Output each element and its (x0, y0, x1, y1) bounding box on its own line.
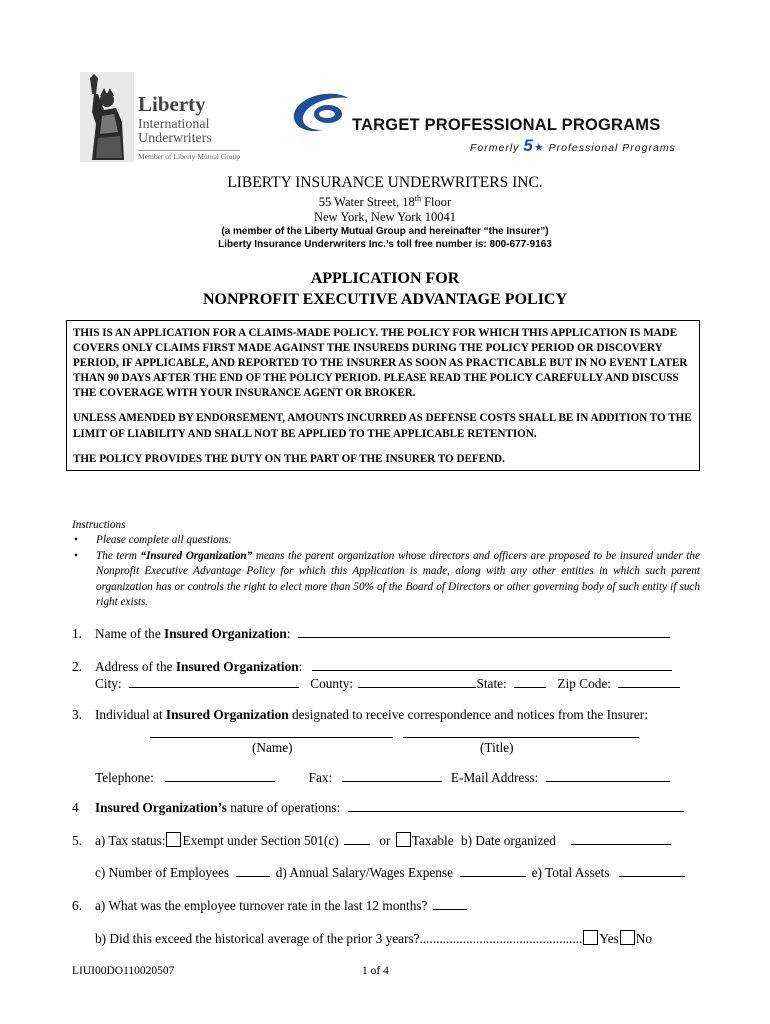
employees-label: c) Number of Employees (95, 865, 230, 880)
question-5-financials (95, 863, 685, 881)
member-note: (a member of the Liberty Mutual Group and hereinafter “the Insurer”) (221, 226, 549, 237)
contact-title-field[interactable] (403, 724, 639, 738)
title-caption: (Title) (480, 740, 514, 755)
page-title-line2: NONPROFIT EXECUTIVE ADVANTAGE POLICY (202, 291, 568, 308)
no-label: No (635, 931, 653, 946)
page-title-line1: APPLICATION FOR (310, 270, 460, 287)
instruction-bullet-2 (72, 549, 700, 611)
street-post: Floor (420, 195, 452, 210)
company-street (0, 194, 770, 210)
question-6a (72, 896, 467, 914)
total-assets-field[interactable] (619, 863, 685, 877)
claims-made-notice-box (66, 320, 700, 471)
instructions-heading: Instructions (72, 519, 126, 531)
employees-field[interactable] (236, 863, 270, 877)
historical-average-label: b) Did this exceed the historical average of the prior 3 years?................................................. (95, 931, 583, 946)
telephone-field[interactable] (165, 768, 275, 782)
zip-label: Zip Code: (557, 676, 611, 691)
exempt-checkbox[interactable] (166, 832, 181, 847)
form-code: LIUI00DO110020507 (72, 965, 175, 977)
instruction-bullet-1 (72, 533, 700, 548)
target-swoosh-icon (292, 92, 356, 140)
statue-of-liberty-icon (80, 72, 134, 162)
q2-label-pre: Address of the (95, 659, 176, 674)
telephone-label: Telephone: (95, 770, 154, 785)
five-star-mark (523, 136, 544, 155)
q5-number: 5. (72, 833, 82, 848)
insured-organization-term: “Insured Organization” (140, 549, 253, 562)
name-caption: (Name) (252, 740, 293, 755)
liberty-logo (78, 70, 264, 166)
total-assets-label: e) Total Assets (531, 865, 610, 880)
question-3 (72, 707, 648, 723)
q3-label-pre: Individual at (95, 707, 166, 722)
q1-label-pre: Name of the (95, 626, 165, 641)
city-field[interactable] (129, 674, 299, 688)
q4-label-post: nature of operations: (226, 800, 341, 815)
question-4 (72, 798, 684, 816)
question-2-location (95, 674, 680, 692)
tax-status-label: a) Tax status: (95, 833, 166, 848)
formerly-rest: Professional Programs (548, 142, 676, 154)
or-label: or (379, 833, 391, 848)
q1-number: 1. (72, 626, 82, 641)
section-501c-field[interactable] (344, 831, 370, 845)
q3-label-bold: Insured Organization (165, 707, 289, 722)
company-name: LIBERTY INSURANCE UNDERWRITERS INC. (227, 174, 543, 191)
exempt-label: Exempt under Section 501(c) (182, 833, 339, 848)
instruction-bullet-1-text: Please complete all questions. (96, 534, 232, 547)
fax-field[interactable] (342, 768, 442, 782)
date-organized-label: b) Date organized (460, 833, 556, 848)
liberty-wordmark-line1: Liberty (138, 92, 206, 116)
target-logo (292, 92, 692, 156)
county-field[interactable] (358, 674, 476, 688)
question-2 (72, 657, 672, 675)
turnover-label: a) What was the employee turnover rate in the last 12 months? (95, 898, 428, 913)
q4-number: 4 (72, 800, 79, 815)
q2-label-post: : (298, 659, 303, 674)
salary-label: d) Annual Salary/Wages Expense (275, 865, 453, 880)
q1-label-post: : (286, 626, 291, 641)
no-checkbox[interactable] (620, 930, 635, 945)
question-5 (72, 831, 671, 849)
notice-paragraph-2: UNLESS AMENDED BY ENDORSEMENT, AMOUNTS INCURRED AS DEFENSE COSTS SHALL BE IN ADDITION TO THE LIMIT OF LIABILITY AND SHALL NOT BE APPLIED TO THE APPLICABLE RETENTION. (73, 412, 692, 440)
city-label: City: (95, 676, 122, 691)
question-1 (72, 624, 670, 642)
question-3-contact (95, 768, 670, 786)
yes-checkbox[interactable] (583, 930, 598, 945)
zip-field[interactable] (618, 674, 680, 688)
page-number: 1 of 4 (362, 965, 389, 977)
instruction-bullet-2-post: means the parent organization whose directors and officers are proposed to be insured under the Nonprofit Executive Advantage Policy for which this Application is made, along with any other entities in which such parent organization has or controls the right to elect more than 50% of the Board of Directors or other governing body of such entity if such right exists. (96, 549, 700, 609)
q1-label-bold: Insured Organization (164, 626, 287, 641)
star-icon: ★ (533, 142, 545, 154)
liberty-wordmark (138, 94, 240, 161)
notice-paragraph-3: THE POLICY PROVIDES THE DUTY ON THE PART OF THE INSURER TO DEFEND. (73, 452, 505, 465)
date-organized-field[interactable] (571, 831, 671, 845)
fax-label: Fax: (308, 770, 333, 785)
five-digit: 5 (523, 136, 534, 155)
taxable-checkbox[interactable] (396, 832, 411, 847)
salary-field[interactable] (460, 863, 526, 877)
state-label: State: (476, 676, 507, 691)
q6-number: 6. (72, 898, 82, 913)
email-field[interactable] (546, 768, 670, 782)
instructions (72, 518, 700, 610)
liberty-wordmark-line2: International (138, 117, 210, 132)
yes-label: Yes (599, 931, 619, 946)
notice-paragraph-1: THIS IS AN APPLICATION FOR A CLAIMS-MADE POLICY. THE POLICY FOR WHICH THIS APPLICATION IS MADE COVERS ONLY CLAIMS FIRST MADE AGAINST THE INSUREDS DURING THE POLICY PERIOD OR DISCOVERY PERIOD, IF APPLICABLE, AND REPORTED TO THE INSURER AS SOON AS PRACTICABLE BUT IN NO EVENT LATER THAN 90 DAYS AFTER THE END OF THE POLICY PERIOD. PLEASE READ THE POLICY CAREFULLY AND DISCUSS THE COVERAGE WITH YOUR INSURANCE AGENT OR BROKER. (73, 327, 688, 400)
email-label: E-Mail Address: (450, 770, 539, 785)
insured-organization-name-field[interactable] (298, 624, 670, 638)
formerly-label: Formerly (470, 142, 520, 154)
nature-of-operations-field[interactable] (348, 798, 684, 812)
street-pre: 55 Water Street, 18 (318, 195, 415, 210)
toll-free-number: Liberty Insurance Underwriters Inc.’s toll free number is: 800-677-9163 (218, 239, 552, 250)
instruction-bullet-2-pre: The term (96, 549, 141, 562)
turnover-rate-field[interactable] (433, 896, 467, 910)
state-field[interactable] (514, 674, 546, 688)
q2-label-bold: Insured Organization (175, 659, 299, 674)
liberty-wordmark-line3: Underwriters (138, 131, 212, 146)
target-title: TARGET PROFESSIONAL PROGRAMS (352, 116, 661, 134)
county-label: County: (310, 676, 354, 691)
company-city: New York, New York 10041 (313, 210, 457, 224)
q2-number: 2. (72, 659, 82, 674)
contact-name-field[interactable] (150, 724, 393, 738)
q3-label-post: designated to receive correspondence and notices from the Insurer: (288, 707, 648, 722)
address-field[interactable] (312, 657, 672, 671)
liberty-tagline: Member of Liberty Mutual Group (138, 152, 241, 161)
street-sup: th (414, 194, 421, 203)
target-formerly (470, 136, 676, 156)
question-6b (95, 930, 652, 947)
taxable-label: Taxable (411, 833, 454, 848)
q3-number: 3. (72, 707, 82, 722)
q4-label-bold: Insured Organization’s (95, 800, 227, 815)
